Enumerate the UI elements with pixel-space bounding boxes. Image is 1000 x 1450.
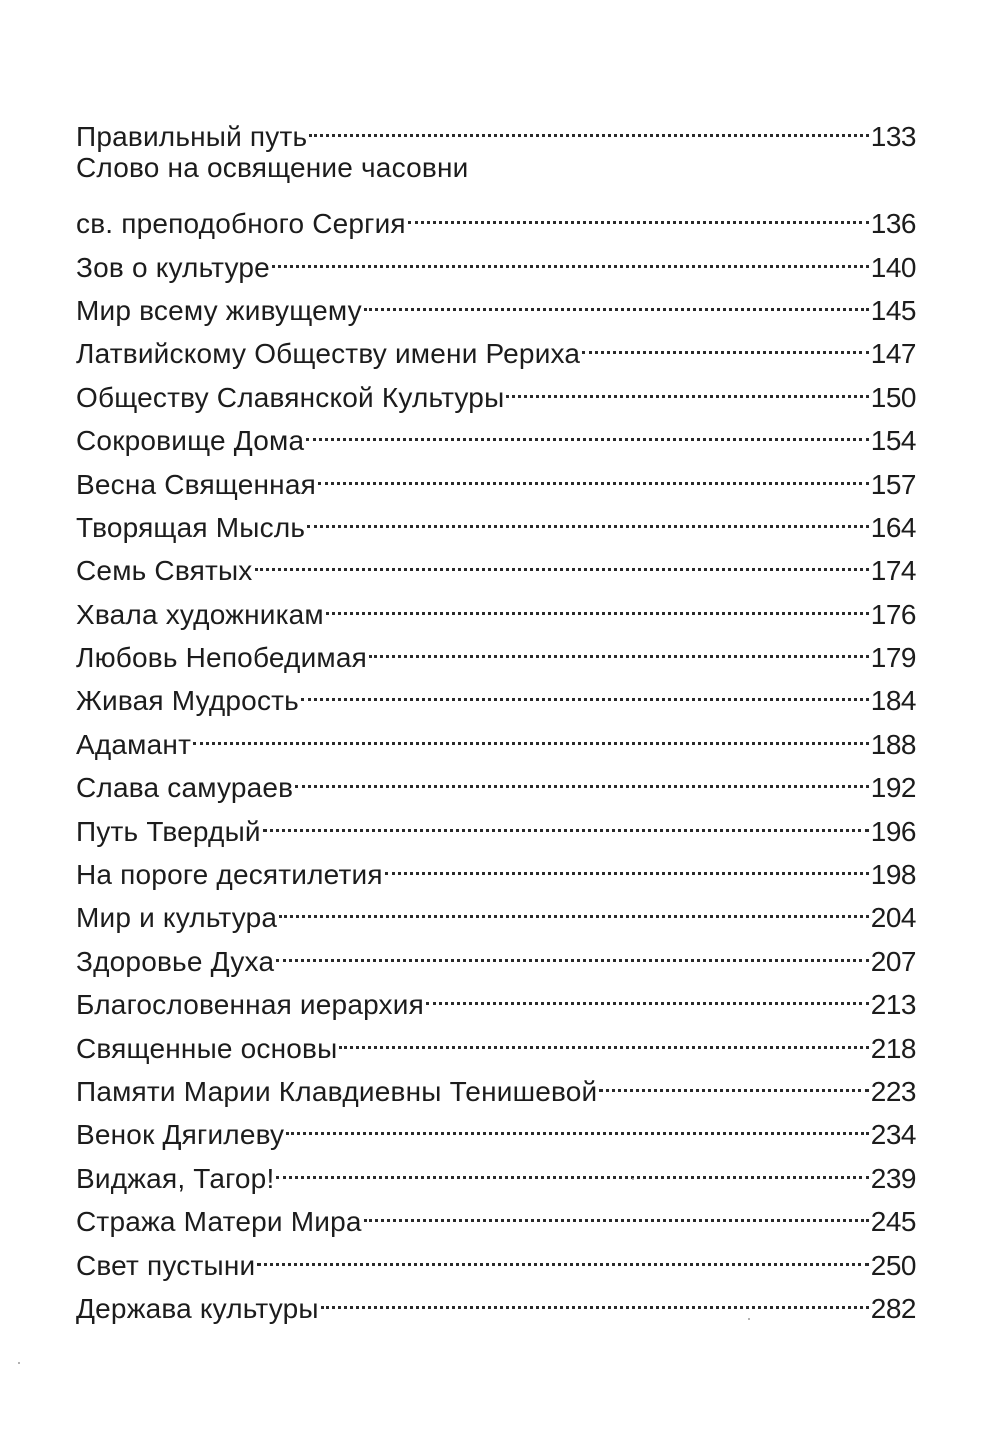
toc-dot-leader bbox=[426, 971, 869, 1014]
toc-dot-leader bbox=[364, 1188, 869, 1231]
toc-dot-leader bbox=[276, 1144, 868, 1187]
toc-entry-title: св. преподобного Сергия bbox=[76, 208, 406, 240]
toc-entry-title: Слава самураев bbox=[76, 772, 294, 804]
toc-dot-leader bbox=[582, 320, 869, 363]
toc-entry-page: 136 bbox=[870, 208, 916, 240]
paper-speck bbox=[748, 1318, 750, 1320]
toc-entry-page: 213 bbox=[870, 989, 916, 1021]
toc-entry-title: На пороге десятилетия bbox=[76, 859, 383, 891]
toc-entry-title: Мир и культура bbox=[76, 902, 278, 934]
toc-dot-leader bbox=[321, 1275, 869, 1318]
toc-dot-leader bbox=[306, 407, 869, 450]
toc-entry-title: Священные основы bbox=[76, 1032, 338, 1064]
toc-dot-leader bbox=[369, 624, 869, 667]
toc-entry-page: 140 bbox=[870, 251, 916, 283]
toc-entry-title: Памяти Марии Клавдиевны Тенишевой bbox=[76, 1075, 598, 1107]
toc-entry-page: 207 bbox=[870, 945, 916, 977]
toc-dot-leader bbox=[326, 580, 869, 623]
toc-entry-title: Любовь Непобедимая bbox=[76, 642, 367, 674]
toc-entry-page: 250 bbox=[870, 1249, 916, 1281]
toc-dot-leader bbox=[272, 233, 869, 276]
toc-entry-page: 179 bbox=[870, 642, 916, 674]
toc-dot-leader bbox=[506, 363, 868, 406]
toc-entry bbox=[76, 146, 916, 189]
toc-entry-page: 198 bbox=[870, 859, 916, 891]
toc-entry-page: 147 bbox=[870, 338, 916, 370]
toc-entry-title: Венок Дягилеву bbox=[76, 1119, 285, 1151]
toc-entry-page: 150 bbox=[870, 381, 916, 413]
toc-dot-leader bbox=[385, 841, 869, 884]
toc-entry-page: 196 bbox=[870, 815, 916, 847]
toc-dot-leader bbox=[318, 450, 869, 493]
toc-dot-leader bbox=[301, 667, 869, 710]
toc-entry-title: Обществу Славянской Культуры bbox=[76, 381, 505, 413]
toc-entry-title: Держава культуры bbox=[76, 1292, 319, 1324]
toc-entry bbox=[76, 754, 916, 804]
toc-dot-leader bbox=[193, 710, 869, 753]
toc-entry-page: 164 bbox=[870, 511, 916, 543]
toc-entry-title: Мир всему живущему bbox=[76, 294, 362, 326]
toc-entry-title: Зов о культуре bbox=[76, 251, 270, 283]
toc-entry-title: Творящая Мысль bbox=[76, 511, 306, 543]
toc-dot-leader bbox=[364, 277, 869, 320]
toc-entry-title: Хвала художникам bbox=[76, 598, 324, 630]
toc-entry-title: Сокровище Дома bbox=[76, 425, 305, 457]
table-of-contents bbox=[76, 103, 916, 1324]
paper-speck bbox=[632, 1178, 634, 1180]
toc-dot-leader bbox=[257, 1231, 868, 1274]
toc-entry-title: Весна Священная bbox=[76, 468, 316, 500]
toc-entry-page: 154 bbox=[870, 425, 916, 457]
toc-entry-page: 176 bbox=[870, 598, 916, 630]
toc-dot-leader bbox=[263, 797, 869, 840]
toc-entry-page: 218 bbox=[870, 1032, 916, 1064]
paper-speck bbox=[18, 1362, 20, 1364]
toc-dot-leader bbox=[276, 927, 869, 970]
toc-entry-title: Адамант bbox=[76, 728, 192, 760]
toc-entry-page: 174 bbox=[870, 555, 916, 587]
toc-dot-leader bbox=[408, 190, 869, 233]
toc-entry-page: 133 bbox=[870, 121, 916, 153]
toc-dot-leader bbox=[599, 1058, 868, 1101]
toc-entry-page: 204 bbox=[870, 902, 916, 934]
toc-entry-title: Латвийскому Обществу имени Рериха bbox=[76, 338, 581, 370]
toc-dot-leader bbox=[279, 884, 869, 927]
toc-entry bbox=[76, 710, 916, 760]
toc-entry-title: Правильный путь bbox=[76, 121, 308, 153]
toc-entry-title: Живая Мудрость bbox=[76, 685, 299, 717]
toc-dot-leader bbox=[309, 103, 868, 146]
toc-dot-leader bbox=[255, 537, 869, 580]
toc-entry-title: Виджая, Тагор! bbox=[76, 1162, 275, 1194]
toc-dot-leader bbox=[339, 1014, 868, 1057]
toc-entry-page: 192 bbox=[870, 772, 916, 804]
toc-entry-page: 145 bbox=[870, 294, 916, 326]
toc-entry-title: Семь Святых bbox=[76, 555, 253, 587]
toc-entry-page: 157 bbox=[870, 468, 916, 500]
toc-entry bbox=[76, 190, 916, 240]
toc-entry-page: 239 bbox=[870, 1162, 916, 1194]
toc-entry-page: 184 bbox=[870, 685, 916, 717]
toc-entry-page: 188 bbox=[870, 728, 916, 760]
toc-entry-page: 223 bbox=[870, 1075, 916, 1107]
toc-entry-page: 282 bbox=[870, 1292, 916, 1324]
toc-entry bbox=[76, 103, 916, 153]
toc-dot-leader bbox=[295, 754, 869, 797]
toc-entry-title: Свет пустыни bbox=[76, 1249, 256, 1281]
toc-entry-title: Благословенная иерархия bbox=[76, 989, 424, 1021]
toc-dot-leader bbox=[286, 1101, 869, 1144]
toc-entry-page: 245 bbox=[870, 1206, 916, 1238]
toc-entry-title: Здоровье Духа bbox=[76, 945, 275, 977]
toc-dot-leader bbox=[307, 494, 869, 537]
toc-entry-title: Слово на освящение часовни bbox=[76, 152, 469, 184]
toc-entry-title: Стража Матери Мира bbox=[76, 1206, 362, 1238]
toc-entry-title: Путь Твердый bbox=[76, 815, 261, 847]
toc-entry-page: 234 bbox=[870, 1119, 916, 1151]
